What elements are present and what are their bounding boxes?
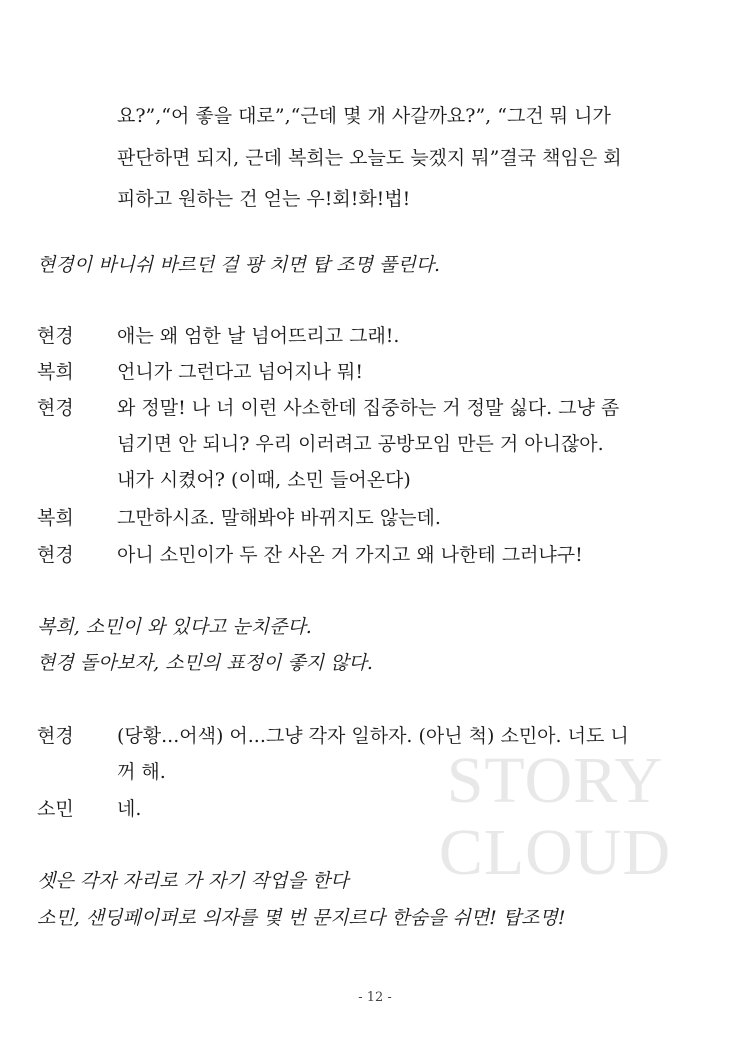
watermark-line-2: CLOUD [438,816,672,889]
speaker-name: 현경 [37,397,74,419]
dialogue-line: 내가 시켰어? (이때, 소민 들어온다) [117,469,411,491]
dialogue-line: 애는 왜 엄한 날 넘어뜨리고 그래!. [117,325,400,347]
continuation-line: 요?”,“어 좋을 대로”,“근데 몇 개 사갈까요?”, “그건 뭐 니가 [117,105,611,127]
stage-direction: 현경이 바니쉬 바르던 걸 팡 치면 탑 조명 풀린다. [37,254,441,276]
speaker-name: 소민 [37,798,74,820]
dialogue-line: 꺼 해. [117,761,166,783]
speaker-name: 현경 [37,544,74,566]
dialogue-line: 그만하시죠. 말해봐야 바뀌지도 않는데. [117,507,441,529]
continuation-line: 피하고 원하는 건 얻는 우!회!화!법! [117,188,411,210]
page-number: - 12 - [358,990,392,1005]
watermark [405,745,705,889]
stage-direction: 복희, 소민이 와 있다고 눈치준다. [37,616,312,638]
dialogue-line: 넘기면 안 되니? 우리 이러려고 공방모임 만든 거 아니잖아. [117,433,604,455]
watermark-line-1: STORY [446,744,664,817]
dialogue-line: 언니가 그런다고 넘어지나 뭐! [117,361,364,383]
speaker-name: 복희 [37,361,74,383]
speaker-name: 현경 [37,325,74,347]
stage-direction: 소민, 샌딩페이퍼로 의자를 몇 번 문지르다 한숨을 쉬면! 탑조명! [37,907,566,929]
dialogue-line: (당황...어색) 어...그냥 각자 일하자. (아닌 척) 소민아. 너도 니 [117,725,629,747]
stage-direction: 셋은 각자 자리로 가 자기 작업을 한다 [37,870,349,892]
dialogue-line: 와 정말! 나 너 이런 사소한데 집중하는 거 정말 싫다. 그냥 좀 [117,397,620,419]
speaker-name: 현경 [37,725,74,747]
dialogue-line: 아니 소민이가 두 잔 사온 거 가지고 왜 나한테 그러냐구! [117,544,583,566]
stage-direction: 현경 돌아보자, 소민의 표정이 좋지 않다. [37,652,373,674]
speaker-name: 복희 [37,507,74,529]
continuation-line: 판단하면 되지, 근데 복희는 오늘도 늦겠지 뭐”결국 책임은 회 [117,147,622,169]
dialogue-line: 네. [117,798,142,820]
